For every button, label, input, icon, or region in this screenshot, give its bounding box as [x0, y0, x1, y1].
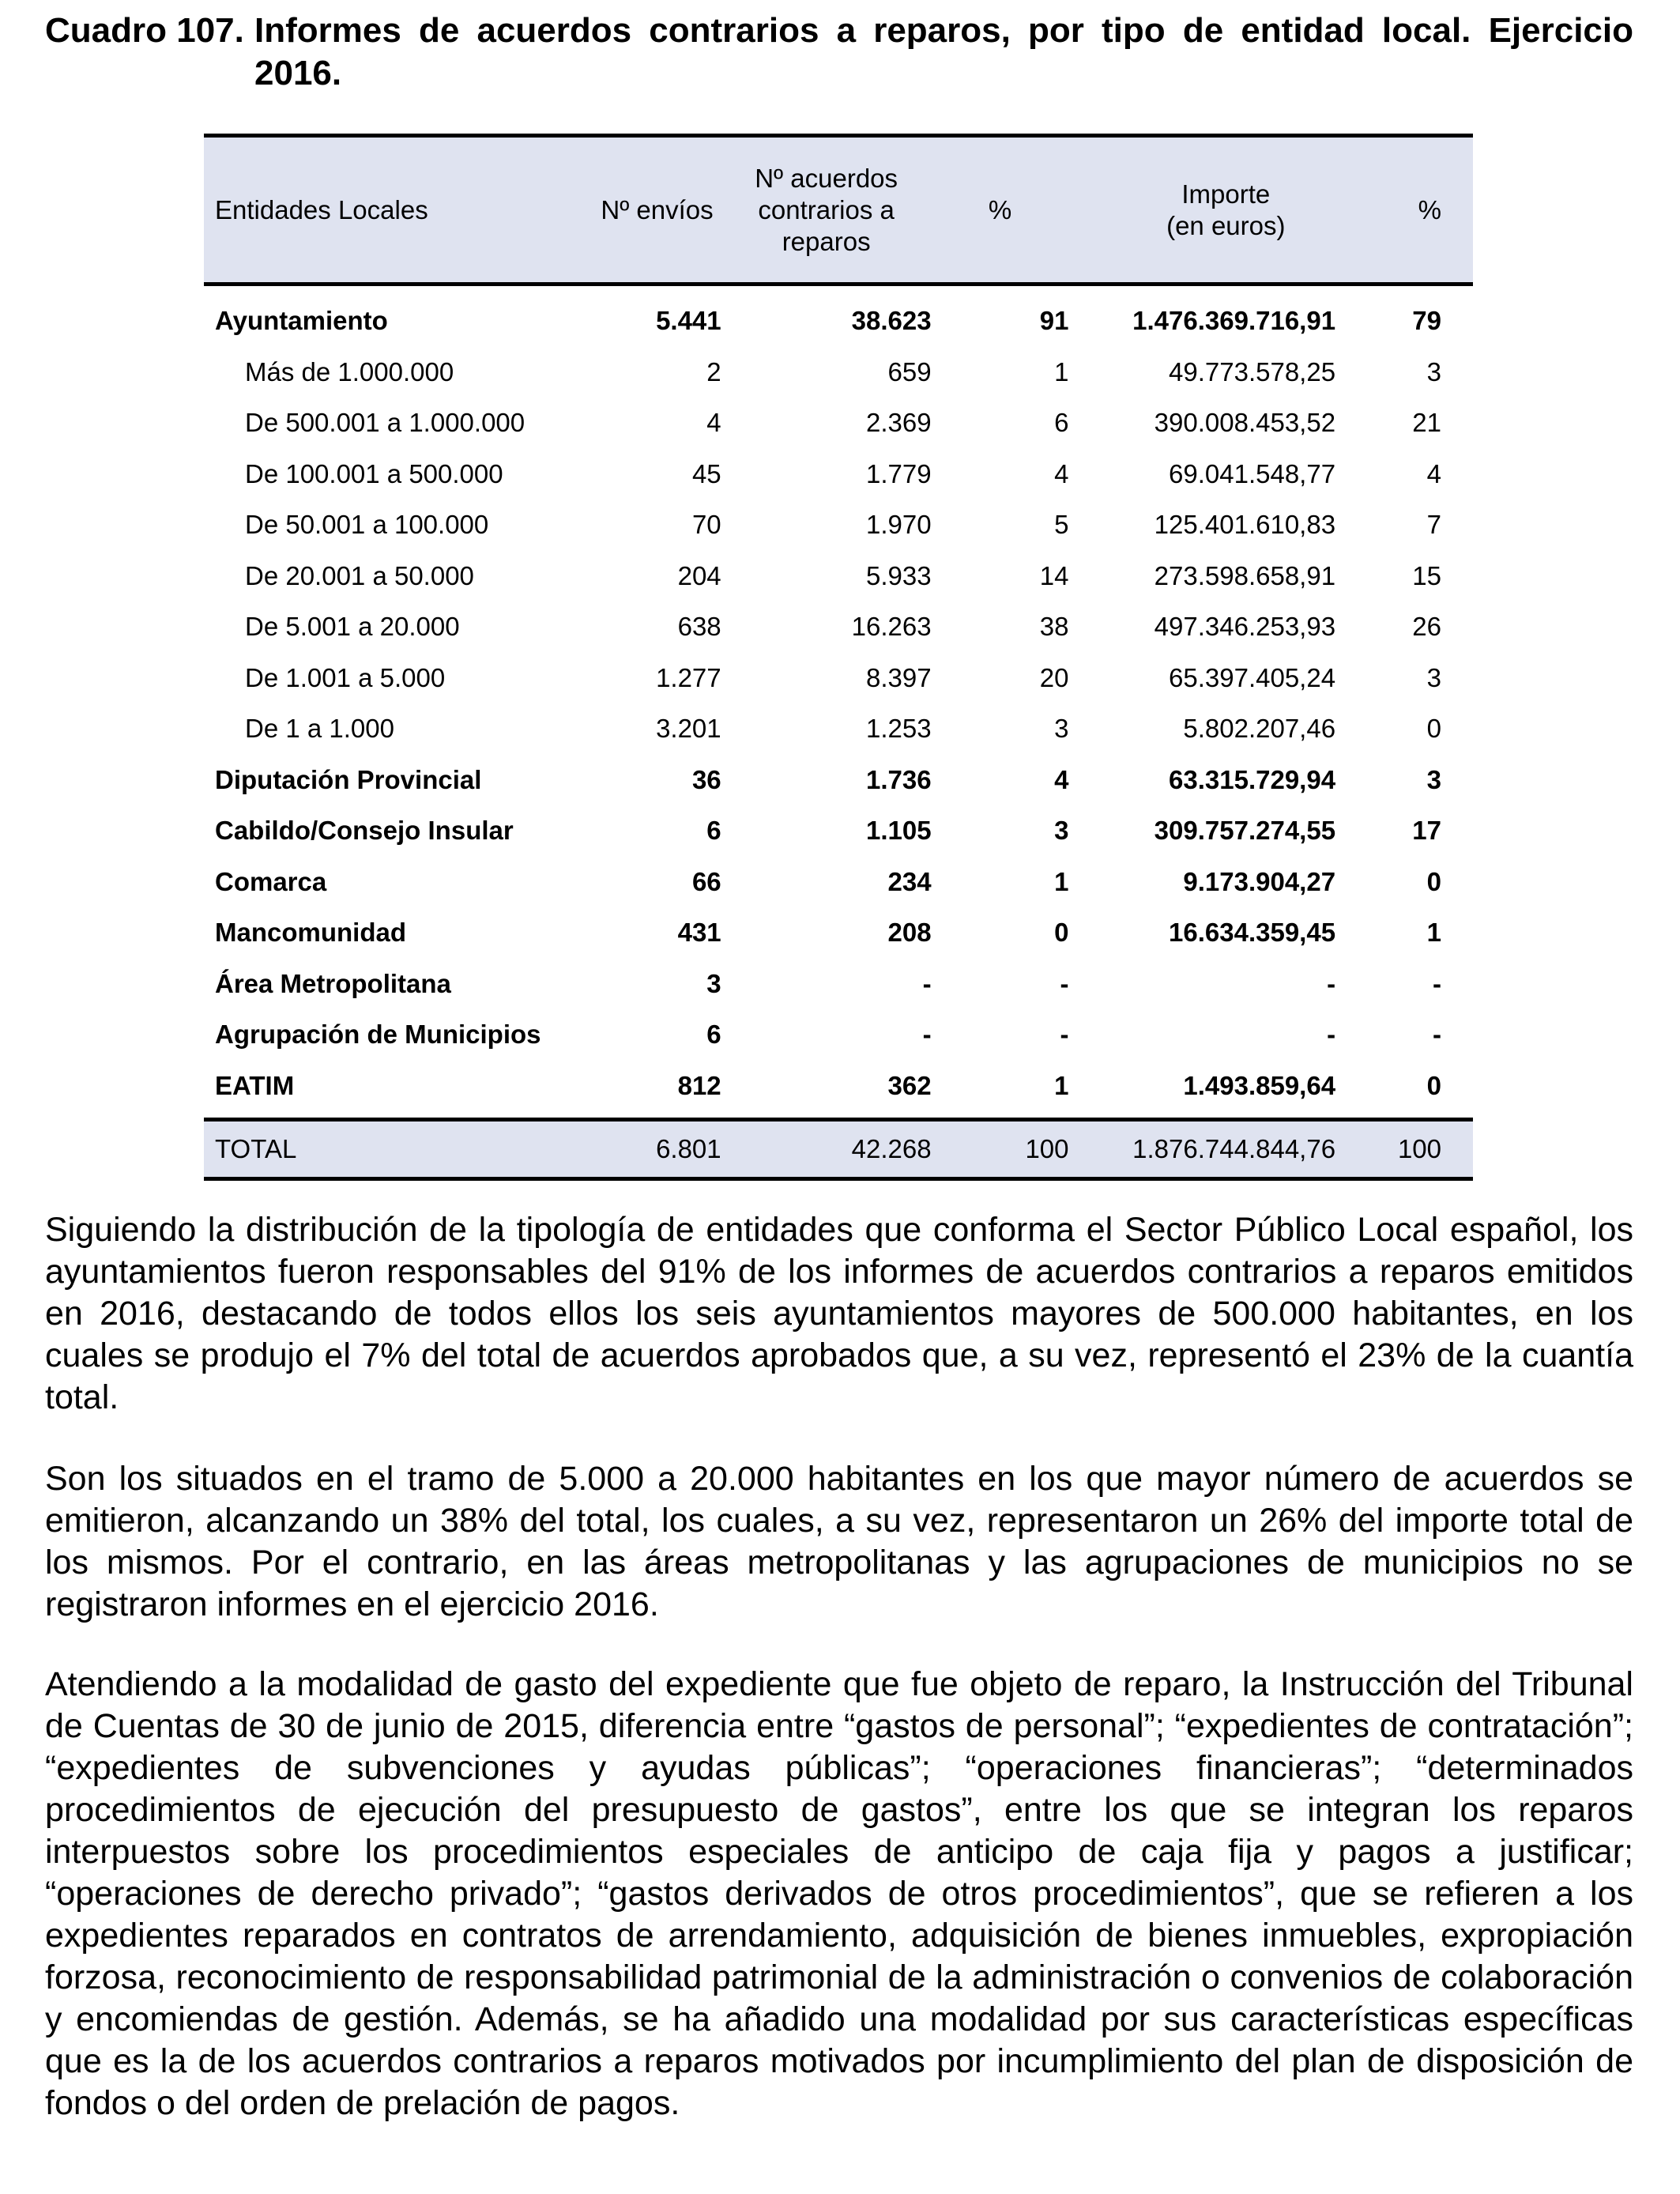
- header-pct2: %: [1418, 194, 1441, 224]
- total-acuerdos: 42.268: [851, 1134, 932, 1163]
- row-pct1: 0: [1054, 918, 1069, 948]
- table-row: [204, 398, 1473, 449]
- row-pct2: -: [1433, 1020, 1441, 1050]
- row-name: De 50.001 a 100.000: [245, 510, 489, 540]
- row-pct2: 0: [1426, 714, 1441, 744]
- row-importe: 65.397.405,24: [1169, 662, 1336, 692]
- header-importe: [1069, 136, 1336, 285]
- row-name: Comarca: [215, 866, 327, 896]
- row-acuerdos: 659: [887, 356, 932, 386]
- table-container: [204, 134, 1473, 1181]
- table-row: [204, 601, 1473, 653]
- row-pct1: 38: [1039, 612, 1069, 642]
- row-importe: 1.476.369.716,91: [1132, 306, 1336, 336]
- row-acuerdos: 1.736: [866, 764, 932, 794]
- table-body: [204, 285, 1473, 1120]
- row-pct2: 26: [1412, 612, 1441, 642]
- row-acuerdos: 2.369: [866, 408, 932, 438]
- row-pct1: 3: [1054, 816, 1069, 846]
- row-pct1: 3: [1054, 714, 1069, 744]
- row-pct1: -: [1060, 1020, 1069, 1050]
- header-acuerdos-line1: Nº acuerdos: [755, 163, 898, 193]
- header-pct1: %: [988, 194, 1012, 224]
- row-name: Diputación Provincial: [215, 764, 482, 794]
- row-pct1: 20: [1039, 662, 1069, 692]
- row-acuerdos: 38.623: [851, 306, 932, 336]
- paragraph-2: Son los situados en el tramo de 5.000 a 20.000 habitantes en los que mayor número de acuerdos se emitieron, alcanzando un 38% del total, los cuales, a su vez, representaron un 26% del importe total de los mismos. Por el contrario, en las áreas metropolitanas y las agrupaciones de municipios no se registraron informes en el ejercicio 2016.: [45, 1460, 1633, 1623]
- row-pct1: 4: [1054, 764, 1069, 794]
- table-row: [204, 857, 1473, 908]
- row-acuerdos: -: [922, 968, 932, 998]
- row-acuerdos: 362: [887, 1070, 932, 1100]
- paragraph-3: Atendiendo a la modalidad de gasto del expediente que fue objeto de reparo, la Instrucción del Tribunal de Cuentas de 30 de junio de 2015, diferencia entre “gastos de personal”; “expedientes de contratación”; “expedientes de subvenciones y ayudas públicas”; “operaciones financieras”; “determinados procedimientos de ejecución del presupuesto de gastos”, entre los que se integran los reparos interpuestos sobre los procedimientos especiales de anticipo de caja fija y pagos a justificar; “operaciones de derecho privado”; “gastos derivados de otros procedimientos”, que se refieren a los expedientes reparados en contratos de arrendamiento, adquisición de bienes inmuebles, expropiación forzosa, reconocimiento de responsabilidad patrimonial de la administración o convenios de colaboración y encomiendas de gestión. Además, se ha añadido una modalidad por sus características específicas que es la de los acuerdos contrarios a reparos motivados por incumplimiento del plan de disposición de fondos o del orden de prelación de pagos.: [45, 1665, 1633, 2122]
- row-pct2: 3: [1426, 764, 1441, 794]
- row-acuerdos: 1.779: [866, 458, 932, 488]
- row-pct1: 1: [1054, 866, 1069, 896]
- row-pct2: 1: [1426, 918, 1441, 948]
- total-name: TOTAL: [215, 1134, 297, 1163]
- data-table: [204, 134, 1473, 1181]
- table-row: [204, 285, 1473, 347]
- row-pct1: 1: [1054, 356, 1069, 386]
- row-pct2: 3: [1426, 356, 1441, 386]
- table-row: [204, 551, 1473, 602]
- header-acuerdos: [721, 136, 932, 285]
- row-acuerdos: -: [922, 1020, 932, 1050]
- row-name: De 100.001 a 500.000: [245, 458, 503, 488]
- table-row: [204, 755, 1473, 806]
- row-acuerdos: 16.263: [851, 612, 932, 642]
- row-importe: 69.041.548,77: [1169, 458, 1336, 488]
- row-importe: 63.315.729,94: [1169, 764, 1336, 794]
- table-row: [204, 653, 1473, 704]
- table-caption: [45, 9, 1633, 95]
- header-entidades: Entidades Locales: [215, 194, 428, 224]
- row-pct1: 91: [1039, 306, 1069, 336]
- table-row: [204, 805, 1473, 857]
- header-importe-line2: (en euros): [1166, 210, 1286, 240]
- table-row: [204, 703, 1473, 755]
- row-envios: 4: [706, 408, 721, 438]
- row-envios: 6: [706, 1020, 721, 1050]
- table-row: [204, 1061, 1473, 1120]
- row-acuerdos: 1.253: [866, 714, 932, 744]
- row-importe: 497.346.253,93: [1154, 612, 1336, 642]
- row-importe: 1.493.859,64: [1183, 1070, 1336, 1100]
- row-pct2: 21: [1412, 408, 1441, 438]
- row-importe: -: [1327, 968, 1336, 998]
- row-name: De 1 a 1.000: [245, 714, 394, 744]
- table-row: [204, 959, 1473, 1010]
- row-acuerdos: 208: [887, 918, 932, 948]
- row-importe: 16.634.359,45: [1169, 918, 1336, 948]
- row-acuerdos: 1.970: [866, 510, 932, 540]
- row-pct2: -: [1433, 968, 1441, 998]
- row-importe: -: [1327, 1020, 1336, 1050]
- row-envios: 66: [691, 866, 721, 896]
- row-name: Cabildo/Consejo Insular: [215, 816, 514, 846]
- row-pct1: 4: [1054, 458, 1069, 488]
- row-pct2: 0: [1426, 1070, 1441, 1100]
- row-name: Mancomunidad: [215, 918, 407, 948]
- row-pct1: -: [1060, 968, 1069, 998]
- table-row: [204, 499, 1473, 551]
- table-row: [204, 907, 1473, 959]
- row-pct2: 15: [1412, 560, 1441, 590]
- row-envios: 3: [706, 968, 721, 998]
- caption-number: Cuadro 107.: [45, 11, 244, 50]
- total-envios: 6.801: [656, 1134, 721, 1163]
- row-pct2: 0: [1426, 866, 1441, 896]
- row-pct2: 79: [1412, 306, 1441, 336]
- header-importe-line1: Importe: [1181, 179, 1271, 209]
- row-importe: 390.008.453,52: [1154, 408, 1336, 438]
- table-row: [204, 449, 1473, 500]
- caption-title: Informes de acuerdos contrarios a reparos, por tipo de entidad local. Ejercicio 2016.: [254, 11, 1633, 92]
- header-envios: Nº envíos: [601, 194, 714, 224]
- header-acuerdos-line2: contrarios a: [758, 194, 895, 224]
- row-envios: 36: [691, 764, 721, 794]
- row-importe: 273.598.658,91: [1154, 560, 1336, 590]
- row-pct2: 7: [1426, 510, 1441, 540]
- row-pct1: 5: [1054, 510, 1069, 540]
- row-envios: 812: [677, 1070, 721, 1100]
- row-name: Agrupación de Municipios: [215, 1020, 541, 1050]
- row-envios: 2: [706, 356, 721, 386]
- total-pct1: 100: [1025, 1134, 1069, 1163]
- row-envios: 3.201: [656, 714, 721, 744]
- row-envios: 5.441: [656, 306, 721, 336]
- row-importe: 125.401.610,83: [1154, 510, 1336, 540]
- row-name: EATIM: [215, 1070, 295, 1100]
- row-pct1: 1: [1054, 1070, 1069, 1100]
- row-name: De 20.001 a 50.000: [245, 560, 474, 590]
- row-name: Más de 1.000.000: [245, 356, 454, 386]
- table-header: [204, 136, 1473, 285]
- row-pct1: 6: [1054, 408, 1069, 438]
- header-row: [204, 136, 1473, 285]
- row-envios: 204: [677, 560, 721, 590]
- row-acuerdos: 8.397: [866, 662, 932, 692]
- row-envios: 431: [677, 918, 721, 948]
- table-row: [204, 347, 1473, 398]
- table-row: [204, 1009, 1473, 1061]
- total-importe: 1.876.744.844,76: [1132, 1134, 1336, 1163]
- table-footer: [204, 1120, 1473, 1179]
- row-pct1: 14: [1039, 560, 1069, 590]
- row-envios: 6: [706, 816, 721, 846]
- row-importe: 309.757.274,55: [1154, 816, 1336, 846]
- row-envios: 70: [691, 510, 721, 540]
- row-name: De 500.001 a 1.000.000: [245, 408, 525, 438]
- row-importe: 9.173.904,27: [1183, 866, 1336, 896]
- row-pct2: 4: [1426, 458, 1441, 488]
- row-name: Área Metropolitana: [215, 968, 451, 998]
- row-name: Ayuntamiento: [215, 306, 388, 336]
- row-envios: 45: [691, 458, 721, 488]
- row-name: De 1.001 a 5.000: [245, 662, 446, 692]
- row-envios: 638: [677, 612, 721, 642]
- row-importe: 49.773.578,25: [1169, 356, 1336, 386]
- row-acuerdos: 5.933: [866, 560, 932, 590]
- row-acuerdos: 1.105: [866, 816, 932, 846]
- row-name: De 5.001 a 20.000: [245, 612, 460, 642]
- header-acuerdos-line3: reparos: [782, 226, 871, 256]
- row-pct2: 3: [1426, 662, 1441, 692]
- total-pct2: 100: [1397, 1134, 1441, 1163]
- row-envios: 1.277: [656, 662, 721, 692]
- row-acuerdos: 234: [887, 866, 932, 896]
- row-pct2: 17: [1412, 816, 1441, 846]
- total-row: [204, 1120, 1473, 1179]
- row-importe: 5.802.207,46: [1183, 714, 1336, 744]
- paragraph-1: Siguiendo la distribución de la tipología de entidades que conforma el Sector Público Local español, los ayuntamientos fueron responsables del 91% de los informes de acuerdos contrarios a reparos emitidos en 2016, destacando de todos ellos los seis ayuntamientos mayores de 500.000 habitantes, en los cuales se produjo el 7% del total de acuerdos aprobados que, a su vez, representó el 23% de la cuantía total.: [45, 1211, 1633, 1416]
